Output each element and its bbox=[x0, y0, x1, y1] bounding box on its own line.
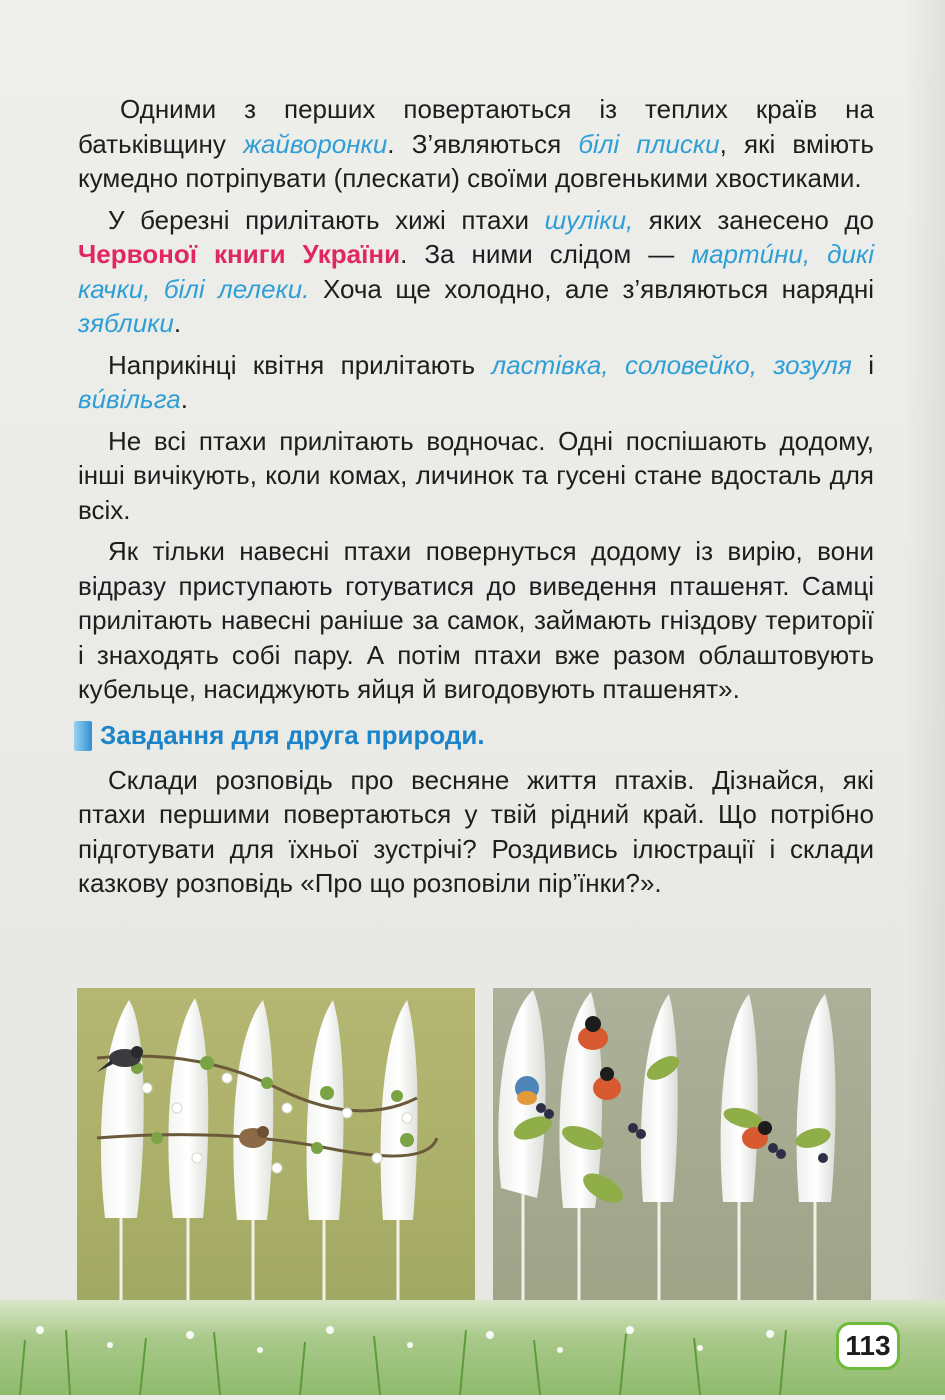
feathers-bullfinches-illustration bbox=[493, 988, 871, 1300]
page-number: 113 bbox=[836, 1322, 900, 1370]
paragraph bbox=[78, 203, 874, 341]
photo-feathers-blossom bbox=[77, 988, 475, 1300]
paragraph bbox=[78, 92, 874, 196]
feather-group-left bbox=[101, 998, 418, 1300]
bird-name: мартúни, дикі качки, білі лелеки. bbox=[78, 239, 874, 304]
bird-name: вúвільга bbox=[78, 384, 181, 414]
text-run: . З’являються bbox=[387, 128, 579, 159]
text-run: . bbox=[180, 384, 188, 414]
grass-border bbox=[0, 1300, 945, 1395]
feathers-blossom-illustration bbox=[77, 988, 475, 1300]
paragraphs bbox=[78, 92, 874, 707]
paragraph bbox=[78, 424, 874, 528]
text-run: Наприкінці квітня прилітають bbox=[108, 349, 492, 380]
bird-name: жайворонки bbox=[243, 128, 388, 159]
task-text: Склади розповідь про весняне життя птахів. Дізнайся, які птахи першими повертаються у твій рідний край. Що потрібно підготувати для їхньої зустрічі? Роздивись ілюстрації і склади казкову розповідь «Про що розповіли пір’їнки?». bbox=[78, 764, 874, 898]
red-book-term: Червоної книги України bbox=[78, 239, 401, 269]
text-run: Одними з перших повертаються із теплих країв на батьківщину bbox=[78, 94, 874, 159]
bluebird-icon bbox=[515, 1076, 539, 1105]
text-run: Хоча ще холодно, але з’являються нарядні bbox=[309, 273, 874, 304]
paragraph bbox=[78, 348, 874, 417]
task-title: Завдання для друга природи. bbox=[100, 720, 485, 751]
bird-name: шуліки, bbox=[544, 204, 634, 235]
grass-illustration bbox=[0, 1300, 945, 1395]
text-run: У березні прилітають хижі птахи bbox=[108, 204, 545, 235]
bird-name: зяблики bbox=[78, 308, 174, 338]
text-run: , які вміють кумедно потріпувати (плескати) своїми довгенькими хвостиками. bbox=[78, 128, 874, 193]
task-heading bbox=[74, 719, 874, 753]
text-run: Як тільки навесні птахи повернуться додому із вирію, вони відразу приступають готуватися до виведення пташенят. Самці прилітають навесні раніше за самок, займають гніздову території і знаходять собі пару. А потім птахи вже разом облаштовують кубельце, насиджують яйця й вигодовують пташенят». bbox=[78, 536, 874, 704]
page-edge-shadow bbox=[905, 0, 945, 1395]
heading-marker-icon bbox=[74, 721, 92, 751]
text-run: Не всі птахи прилітають водночас. Одні поспішають додому, інші вичікують, коли комах, личинок та гусені стане вдосталь для всіх. bbox=[78, 425, 874, 525]
text-run: яких занесено до bbox=[633, 204, 874, 235]
bird-name: білі плиски bbox=[578, 128, 720, 159]
paragraph bbox=[78, 534, 874, 707]
text-block bbox=[78, 92, 874, 908]
bird-name: ластівка, соловейко, зозуля bbox=[491, 349, 852, 380]
text-run: і bbox=[851, 349, 875, 380]
text-run: . За ними слідом — bbox=[400, 239, 692, 269]
text-run: . bbox=[173, 308, 182, 338]
feather-group-right bbox=[498, 990, 835, 1300]
photo-feathers-bullfinches bbox=[493, 988, 871, 1300]
